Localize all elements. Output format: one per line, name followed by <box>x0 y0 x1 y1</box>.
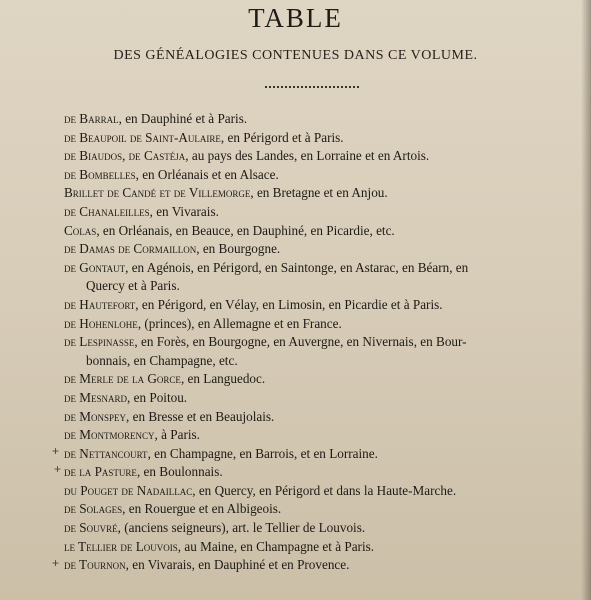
entry-text: , en Orléanais, en Beauce, en Dauphiné, en Picardie, etc. <box>96 222 395 238</box>
family-name: de Merle de la Gorce <box>64 371 181 387</box>
entry-text: , en Poitou. <box>127 389 188 405</box>
pencil-mark: + <box>54 462 62 476</box>
entry-text: , en Quercy, en Périgord et dans la Haute-Marche. <box>192 482 457 498</box>
family-name: de Lespinasse <box>64 334 135 350</box>
family-name: de Souvré <box>64 520 118 536</box>
list-item <box>64 203 578 222</box>
family-name: Brillet de Candé et de Villemorge <box>64 185 251 201</box>
entry-text: , en Bourgogne. <box>196 241 281 257</box>
entry-text: , en Bresse et en Beaujolais. <box>126 408 275 424</box>
entry-text: , en Rouergue et en Albigeois. <box>122 501 282 517</box>
family-name: de Monspey <box>64 408 127 424</box>
pencil-mark: + <box>52 444 60 458</box>
list-item <box>64 482 578 501</box>
entry-text: , (anciens seigneurs), art. le Tellier de Louvois. <box>117 520 366 536</box>
page-edge-shadow <box>581 0 591 600</box>
list-item-continuation <box>64 277 578 296</box>
dotted-ornament <box>265 86 359 91</box>
entry-text: , en Orléanais et en Alsace. <box>135 166 279 182</box>
entry-text: , en Languedoc. <box>180 371 266 387</box>
entry-text: bonnais, en Champagne, etc. <box>86 352 238 368</box>
family-name: de Biaudos, de Castéja <box>64 148 186 164</box>
list-item <box>64 408 578 427</box>
entry-text: , au pays des Landes, en Lorraine et en Artois. <box>185 148 430 164</box>
entry-text: , en Forès, en Bourgogne, en Auvergne, en Nivernais, en Bour- <box>134 334 467 350</box>
list-item <box>64 445 578 464</box>
list-item <box>64 240 578 259</box>
list-item <box>64 129 578 148</box>
list-item <box>64 333 578 352</box>
family-name: de Mesnard <box>64 389 128 405</box>
family-name: de Hautefort <box>64 296 136 312</box>
family-name: de Beaupoil de Saint-Aulaire <box>64 129 221 145</box>
family-name: de Gontaut <box>64 259 126 275</box>
family-name: du Pouget de Nadaillac <box>64 482 193 498</box>
family-name: le Tellier de Louvois <box>64 538 178 554</box>
family-name: de Montmorency <box>64 427 155 443</box>
list-item <box>64 315 578 334</box>
family-name: de Solages <box>64 501 123 517</box>
entry-text: , en Champagne, en Barrois, et en Lorraine. <box>147 445 378 461</box>
entry-text: , en Vivarais, en Dauphiné et en Provence. <box>125 557 350 573</box>
entry-text: , en Vivarais. <box>149 203 219 219</box>
page-title: TABLE <box>248 3 343 33</box>
page-subtitle: DES GÉNÉALOGIES CONTENUES DANS CE VOLUME. <box>113 48 478 63</box>
family-name: de la Pasture <box>64 464 137 480</box>
list-item <box>64 222 578 241</box>
list-item <box>64 556 578 575</box>
list-item <box>64 389 578 408</box>
list-item <box>64 463 578 482</box>
family-name: Colas <box>64 222 97 238</box>
entry-text: , au Maine, en Champagne et à Paris. <box>177 538 375 554</box>
entry-text: , (princes), en Allemagne et en France. <box>137 315 342 331</box>
entry-text: , en Boulonnais. <box>136 464 223 480</box>
entry-text: , en Dauphiné et à Paris. <box>118 111 248 126</box>
entry-text: , en Bretagne et en Anjou. <box>250 185 388 201</box>
pencil-mark: + <box>52 556 60 570</box>
list-item <box>64 500 578 519</box>
list-item <box>64 426 578 445</box>
entry-text: Quercy et à Paris. <box>86 278 180 294</box>
list-item <box>64 184 578 203</box>
entry-text: , à Paris. <box>154 427 200 443</box>
family-name: de Tournon <box>64 557 126 573</box>
list-item <box>64 519 578 538</box>
entry-text: , en Agénois, en Périgord, en Saintonge, en Astarac, en Béarn, en <box>125 259 469 275</box>
list-item-continuation <box>64 352 578 371</box>
list-item <box>64 538 578 557</box>
entry-text: , en Périgord et à Paris. <box>220 129 344 145</box>
genealogy-list <box>64 110 578 575</box>
list-item <box>64 166 578 185</box>
list-item <box>64 110 578 129</box>
entry-text: , en Périgord, en Vélay, en Limosin, en Picardie et à Paris. <box>135 296 443 312</box>
family-name: de Nettancourt <box>64 445 148 461</box>
list-item <box>64 370 578 389</box>
family-name: de Bombelles <box>64 166 136 182</box>
family-name: de Damas de Cormaillon <box>64 241 197 257</box>
family-name: de Barral <box>64 111 119 126</box>
family-name: de Hohenlohe <box>64 315 138 331</box>
list-item <box>64 259 578 278</box>
list-item <box>64 147 578 166</box>
list-item <box>64 296 578 315</box>
family-name: de Chanaleilles <box>64 203 150 219</box>
